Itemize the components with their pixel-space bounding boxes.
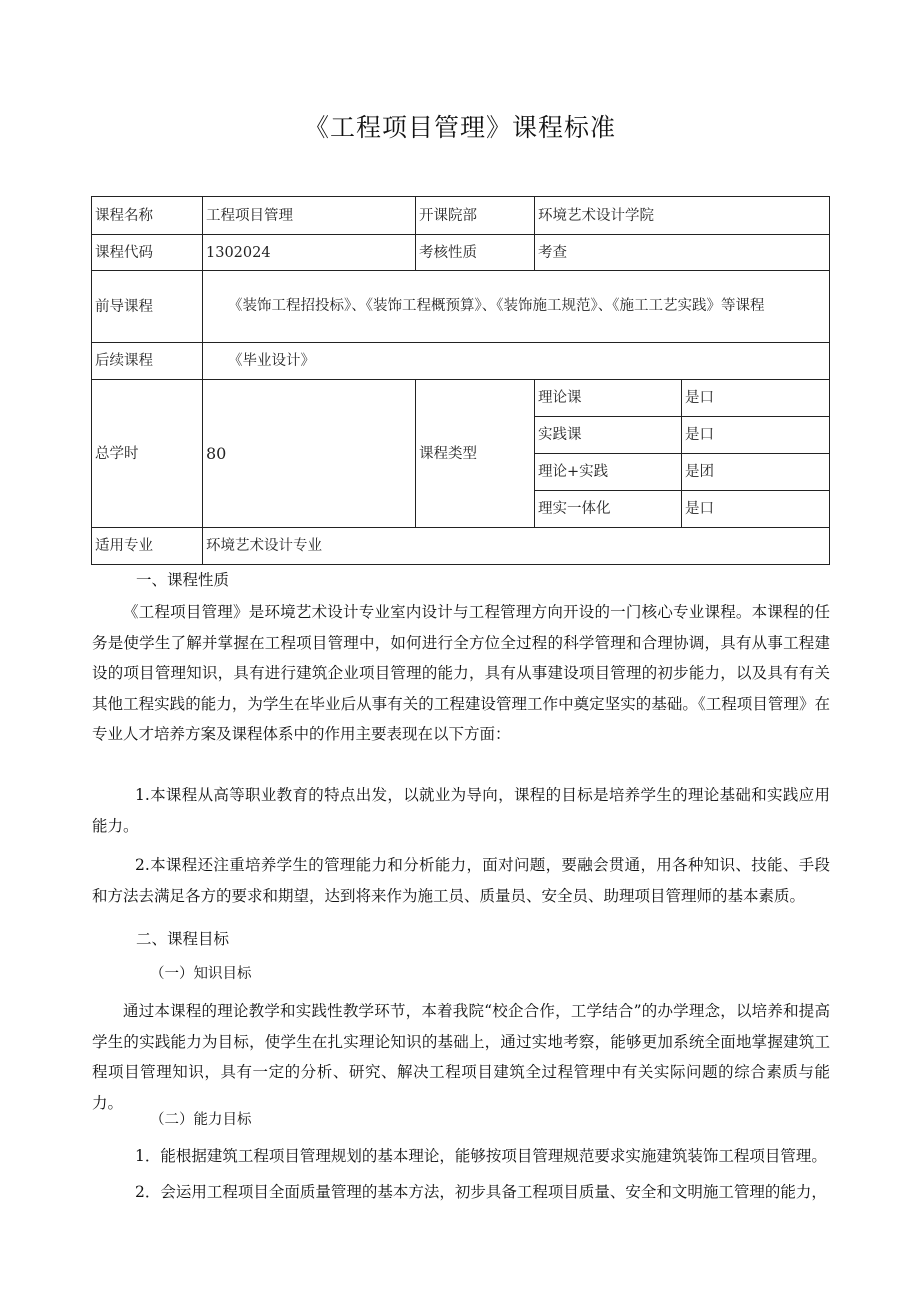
followup-label: 后续课程	[92, 343, 203, 380]
department-label: 开课院部	[416, 197, 535, 235]
course-type-label: 课程类型	[416, 380, 535, 528]
section-heading-nature: 一、课程性质	[136, 571, 230, 589]
page-title: 《工程项目管理》课程标准	[303, 113, 616, 142]
table-row	[92, 343, 830, 380]
course-nature-paragraph: 《工程项目管理》是环境艺术设计专业室内设计与工程管理方向开设的一门核心专业课程。本课程的任务是使学生了解并掌握在工程项目管理中，如何进行全方位全过程的科学管理和合理协调，具有从事工程建设的项目管理知识，具有进行建筑企业项目管理的能力，具有从事建设项目管理的初步能力，以及具有有关其他工程实践的能力，为学生在毕业后从事有关的工程建设管理工作中奠定坚实的基础。《工程项目管理》在专业人才培养方案及课程体系中的作用主要表现在以下方面：	[92, 603, 830, 743]
course-type-value: 是口	[682, 417, 830, 454]
table-row	[92, 528, 830, 565]
course-type-value: 是团	[682, 454, 830, 491]
assessment-value: 考查	[535, 235, 830, 271]
followup-value: 《毕业设计》	[203, 343, 830, 380]
prerequisite-value: 《装饰工程招投标》、《装饰工程概预算》、《装饰施工规范》、《施工工艺实践》等课程	[203, 271, 830, 343]
course-type-name: 理实一体化	[535, 491, 682, 528]
major-value: 环境艺术设计专业	[203, 528, 830, 565]
assessment-label: 考核性质	[416, 235, 535, 271]
table-row	[92, 380, 830, 417]
table-row	[92, 197, 830, 235]
table-row	[92, 271, 830, 343]
total-hours-label: 总学时	[92, 380, 203, 528]
course-code-value: 1302024	[203, 235, 416, 271]
subheading-knowledge-goals: （一）知识目标	[150, 966, 252, 982]
course-name-label: 课程名称	[92, 197, 203, 235]
course-type-value: 是口	[682, 380, 830, 417]
course-name-value: 工程项目管理	[203, 197, 416, 235]
section-heading-goals: 二、课程目标	[136, 930, 230, 948]
ability-goal-2: 2．会运用工程项目全面质量管理的基本方法，初步具备工程项目质量、安全和文明施工管理的能力，	[135, 1183, 827, 1201]
course-type-name: 理论+实践	[535, 454, 682, 491]
course-nature-item-2: 2.本课程还注重培养学生的管理能力和分析能力，面对问题，要融会贯通，用各种知识、技能、手段和方法去满足各方的要求和期望，达到将来作为施工员、质量员、安全员、助理项目管理师的基本素质。	[92, 856, 830, 905]
course-type-name: 理论课	[535, 380, 682, 417]
course-code-label: 课程代码	[92, 235, 203, 271]
total-hours-value: 80	[203, 380, 416, 528]
course-type-value: 是口	[682, 491, 830, 528]
ability-goal-1: 1．能根据建筑工程项目管理规划的基本理论，能够按项目管理规范要求实施建筑装饰工程项目管理。	[135, 1147, 827, 1165]
course-info-table	[91, 196, 830, 565]
knowledge-goals-paragraph: 通过本课程的理论教学和实践性教学环节，本着我院“校企合作，工学结合”的办学理念，以培养和提高学生的实践能力为目标，使学生在扎实理论知识的基础上，通过实地考察，能够更加系统全面地掌握建筑工程项目管理知识，具有一定的分析、研究、解决工程项目建筑全过程管理中有关实际问题的综合素质与能力。	[92, 1002, 830, 1112]
table-row	[92, 235, 830, 271]
department-value: 环境艺术设计学院	[535, 197, 830, 235]
prerequisite-label: 前导课程	[92, 271, 203, 343]
course-type-name: 实践课	[535, 417, 682, 454]
course-nature-item-1: 1.本课程从高等职业教育的特点出发，以就业为导向，课程的目标是培养学生的理论基础和实践应用能力。	[92, 786, 830, 835]
major-label: 适用专业	[92, 528, 203, 565]
subheading-ability-goals: （二）能力目标	[150, 1112, 252, 1128]
